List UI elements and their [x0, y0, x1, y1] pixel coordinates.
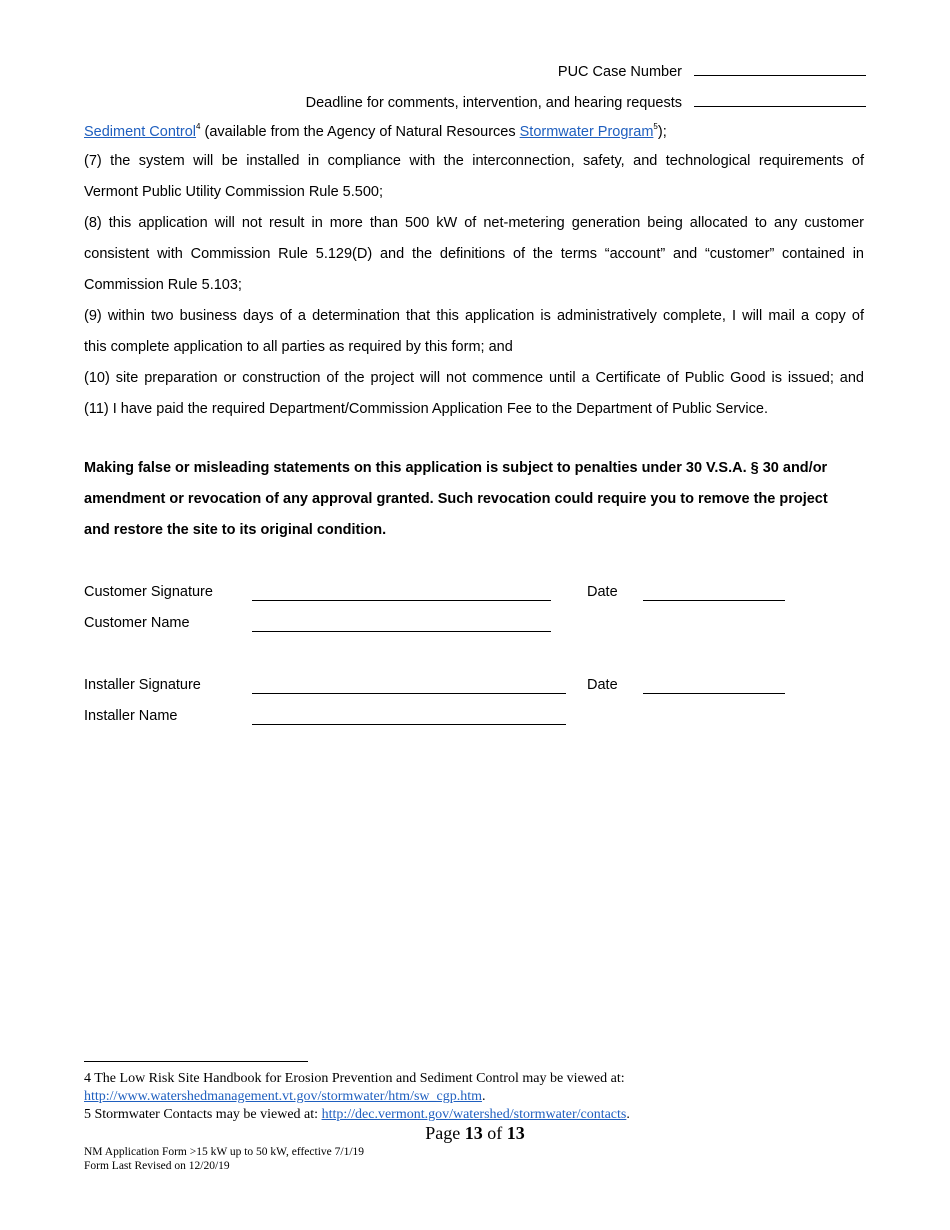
item-8-line-3: Commission Rule 5.103; [84, 277, 242, 293]
footnote-period: . [626, 1107, 630, 1122]
installer-date-label: Date [587, 677, 618, 693]
item-9-line-1: (9) within two business days of a determination that this application is administratively complete, I will mail a copy of [84, 308, 864, 324]
installer-date-field[interactable] [643, 693, 785, 694]
page-total: 13 [506, 1123, 525, 1143]
item-9-line-2: this complete application to all parties as required by this form; and [84, 339, 513, 355]
form-revised: Form Last Revised on 12/20/19 [84, 1160, 230, 1172]
warning-line-3: and restore the site to its original condition. [84, 522, 387, 538]
page-number [0, 1123, 950, 1144]
page-current: 13 [464, 1123, 483, 1143]
body-line-sediment [84, 122, 667, 140]
footnote-period: . [482, 1089, 486, 1104]
customer-date-field[interactable] [643, 600, 785, 601]
body-line-text: ); [657, 124, 667, 140]
puc-case-number-field[interactable] [694, 61, 866, 76]
item-11-line: (11) I have paid the required Department/Commission Application Fee to the Department of Public Service. [84, 401, 768, 417]
deadline-field[interactable] [694, 92, 866, 107]
customer-name-field[interactable] [252, 631, 551, 632]
item-8-line-1: (8) this application will not result in more than 500 kW of net-metering generation being allocated to any customer [84, 215, 864, 231]
warning-line-1: Making false or misleading statements on this application is subject to penalties under 30 V.S.A. § 30 and/or [84, 460, 828, 476]
footnote-ref-4: 4 [196, 122, 201, 131]
stormwater-program-link[interactable]: Stormwater Program [519, 124, 654, 140]
deadline-row [306, 92, 866, 111]
footnote-ref-5: 5 [653, 122, 658, 131]
customer-signature-label: Customer Signature [84, 584, 213, 600]
form-info: NM Application Form >15 kW up to 50 kW, effective 7/1/19 [84, 1146, 365, 1158]
sediment-control-link[interactable]: Sediment Control [84, 124, 197, 140]
footnote-4-link[interactable]: http://www.watershedmanagement.vt.gov/stormwater/htm/sw_cgp.htm [84, 1089, 483, 1104]
footnote-5-text: 5 Stormwater Contacts may be viewed at: [84, 1107, 322, 1122]
page-prefix: Page [425, 1123, 465, 1143]
installer-signature-field[interactable] [252, 693, 566, 694]
puc-case-number-row [558, 61, 866, 80]
item-8-line-2: consistent with Commission Rule 5.129(D) and the definitions of the terms “account” and “customer” contained in [84, 246, 864, 262]
warning-line-2: amendment or revocation of any approval granted. Such revocation could require you to remove the project [84, 491, 828, 507]
deadline-label: Deadline for comments, intervention, and hearing requests [305, 95, 682, 111]
footnote-5-link[interactable]: http://dec.vermont.gov/watershed/stormwater/contacts [321, 1107, 627, 1122]
customer-date-label: Date [587, 584, 618, 600]
item-7-line-2: Vermont Public Utility Commission Rule 5.500; [84, 184, 383, 200]
footnote-4-text: 4 The Low Risk Site Handbook for Erosion Prevention and Sediment Control may be viewed at: [84, 1071, 625, 1086]
footnote-5-row [84, 1107, 630, 1123]
installer-name-label: Installer Name [84, 708, 178, 724]
installer-name-field[interactable] [252, 724, 566, 725]
footnote-separator [84, 1061, 308, 1062]
item-7-line-1: (7) the system will be installed in compliance with the interconnection, safety, and technological requirements of [84, 153, 864, 169]
body-line-text: (available from the Agency of Natural Resources [200, 124, 520, 140]
customer-signature-field[interactable] [252, 600, 551, 601]
item-10-line: (10) site preparation or construction of the project will not commence until a Certificate of Public Good is issued; and [84, 370, 864, 386]
footnote-4-link-row [84, 1089, 486, 1105]
installer-signature-label: Installer Signature [84, 677, 201, 693]
customer-name-label: Customer Name [84, 615, 190, 631]
page-of: of [482, 1123, 507, 1143]
puc-case-number-label: PUC Case Number [557, 64, 682, 80]
